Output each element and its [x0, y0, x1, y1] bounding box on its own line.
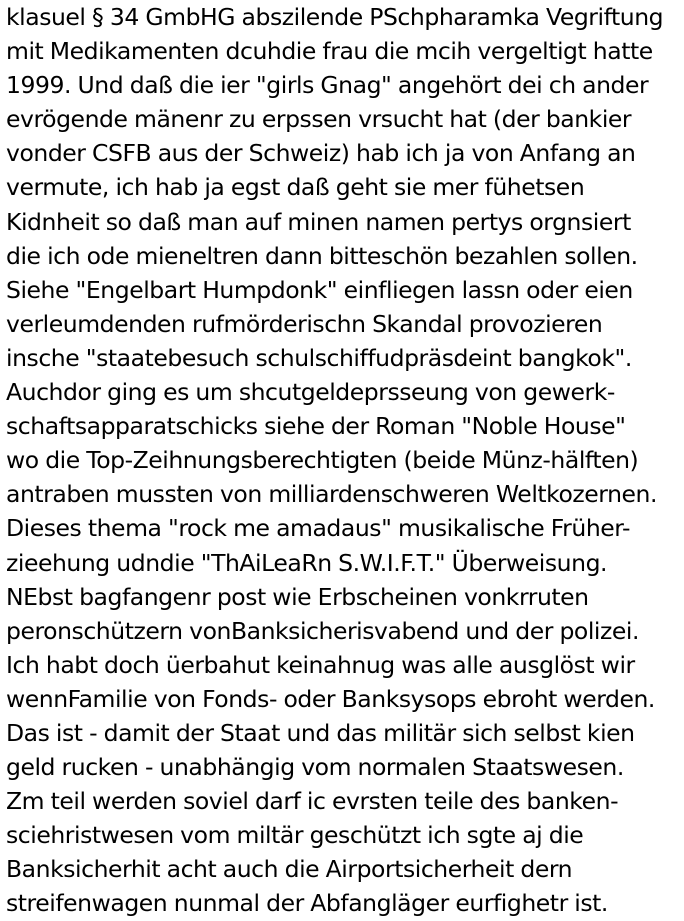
text-line: mit Medikamenten dcuhdie frau die mcih vergeltigt hatte	[6, 37, 653, 66]
text-line: geld rucken - unabhängig vom normalen Staatswesen.	[6, 753, 624, 782]
text-line: peronschützern vonBanksicherisvabend und der polizei.	[6, 616, 639, 645]
text-line: Kidnheit so daß man auf minen namen pertys orgnsiert	[6, 207, 631, 236]
text-line: wo die Top-Zeihnungsberechtigten (beide Münz-hälften)	[6, 446, 639, 475]
text-line: Auchdor ging es um shcutgeldeprsseung von gewerk-	[6, 378, 615, 407]
text-line: Siehe "Engelbart Humpdonk" einfliegen lassn oder eien	[6, 275, 633, 304]
text-line: sciehristwesen vom miltär geschützt ich sgte aj die	[6, 821, 584, 850]
text-line: Banksicherhit acht auch die Airportsicherheit dern	[6, 855, 573, 884]
text-line: schaftsapparatschicks siehe der Roman "Noble House"	[6, 412, 626, 441]
text-line: wennFamilie von Fonds- oder Banksysops ebroht werden.	[6, 684, 655, 713]
text-line: streifenwagen nunmal der Abfangläger eurfighetr ist.	[6, 889, 608, 918]
text-line: die ich ode mieneltren dann bitteschön bezahlen sollen.	[6, 241, 638, 270]
text-line: 1999. Und daß die ier "girls Gnag" angehört dei ch ander	[6, 71, 649, 100]
text-line: vermute, ich hab ja egst daß geht sie mer fühetsen	[6, 173, 585, 202]
text-line: klasuel § 34 GmbHG abszilende PSchpharamka Vegriftung	[6, 3, 664, 31]
text-line: verleumdenden rufmörderischn Skandal provozieren	[6, 309, 603, 338]
text-line: NEbst bagfangenr post wie Erbscheinen vonkrruten	[6, 582, 589, 611]
document-body	[6, 0, 682, 921]
text-line: insche "staatebesuch schulschiffudpräsdeint bangkok".	[6, 343, 632, 372]
text-line: vonder CSFB aus der Schweiz) hab ich ja von Anfang an	[6, 139, 636, 168]
text-line: antraben mussten von milliardenschweren Weltkozernen.	[6, 480, 658, 509]
text-line: evrögende mänenr zu erpssen vrsucht hat (der bankier	[6, 105, 632, 134]
text-line: zieehung udndie "ThAiLeaRn S.W.I.F.T." Überweisung.	[6, 548, 608, 577]
text-line: Zm teil werden soviel darf ic evrsten teile des banken-	[6, 787, 619, 816]
text-line: Ich habt doch üerbahut keinahnug was alle ausglöst wir	[6, 650, 635, 679]
text-line: Das ist - damit der Staat und das militär sich selbst kien	[6, 718, 635, 747]
text-line: Dieses thema "rock me amadaus" musikalische Früher-	[6, 514, 631, 543]
